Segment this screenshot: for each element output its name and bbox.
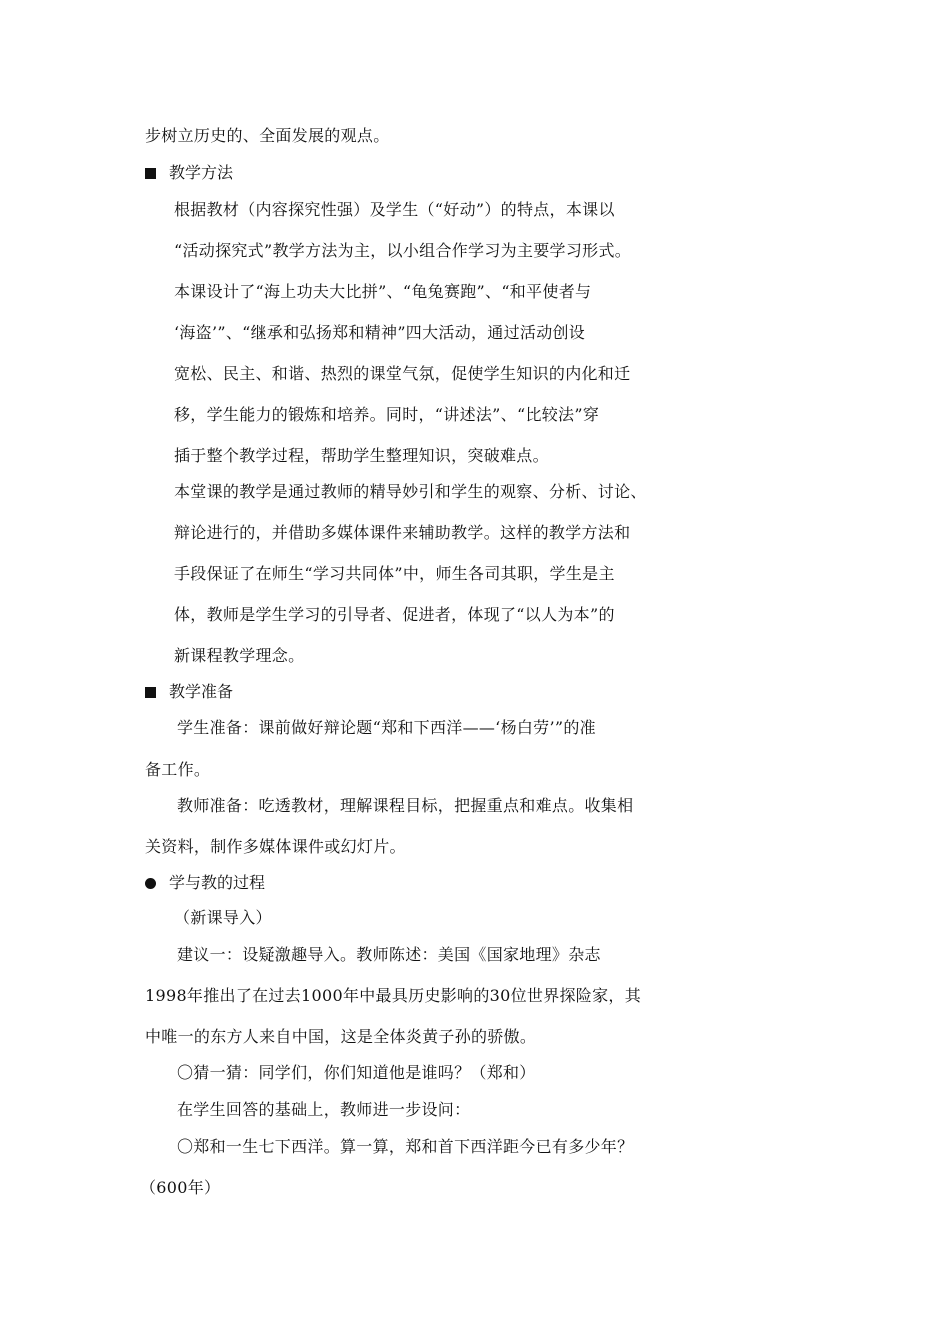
method-line-6: 移，学生能力的锻炼和培养。同时，“讲述法”、“比较法”穿 [174, 405, 600, 424]
method-line-4: ‘海盗’”、“继承和弘扬郑和精神”四大活动，通过活动创设 [174, 323, 586, 342]
method-line-11: 体，教师是学生学习的引导者、促进者，体现了“以人为本”的 [174, 605, 615, 624]
process-sub-heading: （新课导入） [174, 908, 272, 927]
round-bullet-icon [145, 878, 156, 889]
intro-paragraph-end: 步树立历史的、全面发展的观点。 [145, 126, 390, 145]
process-answer-line: （600年） [140, 1178, 221, 1197]
section-heading-process-text: 学与教的过程 [169, 873, 266, 892]
prep-student-line-2: 备工作。 [145, 760, 211, 779]
method-line-10: 手段保证了在师生“学习共同体”中，师生各司其职，学生是主 [174, 564, 615, 583]
method-line-3: 本课设计了“海上功夫大比拼”、“龟兔赛跑”、“和平使者与 [174, 282, 592, 301]
section-heading-prep [145, 682, 233, 702]
process-suggest-line-1: 建议一：设疑激趣导入。教师陈述：美国《国家地理》杂志 [177, 945, 601, 964]
prep-student-line-1: 学生准备：课前做好辩论题“郑和下西洋——‘杨白劳’”的准 [177, 718, 596, 737]
prep-teacher-line-2: 关资料，制作多媒体课件或幻灯片。 [145, 837, 406, 856]
process-calc-line: 〇郑和一生七下西洋。算一算，郑和首下西洋距今已有多少年？ [177, 1137, 634, 1156]
section-heading-method-text: 教学方法 [169, 163, 234, 182]
method-line-7: 插于整个教学过程，帮助学生整理知识，突破难点。 [174, 446, 549, 465]
method-line-8: 本堂课的教学是通过教师的精导妙引和学生的观察、分析、讨论、 [174, 482, 647, 501]
method-line-9: 辩论进行的，并借助多媒体课件来辅助教学。这样的教学方法和 [174, 523, 631, 542]
method-line-5: 宽松、民主、和谐、热烈的课堂气氛，促使学生知识的内化和迁 [174, 364, 631, 383]
section-heading-process [145, 873, 265, 893]
process-followup-line: 在学生回答的基础上，教师进一步设问： [177, 1100, 471, 1119]
section-heading-prep-text: 教学准备 [169, 682, 234, 701]
method-line-12: 新课程教学理念。 [174, 646, 305, 665]
process-suggest-line-2: 1998年推出了在过去1000年中最具历史影响的30位世界探险家，其 [145, 986, 641, 1005]
process-guess-line: 〇猜一猜：同学们，你们知道他是谁吗？（郑和） [177, 1063, 536, 1082]
section-heading-method [145, 163, 233, 183]
method-line-1: 根据教材（内容探究性强）及学生（“好动”）的特点，本课以 [174, 200, 615, 219]
process-suggest-line-3: 中唯一的东方人来自中国，这是全体炎黄子孙的骄傲。 [145, 1027, 537, 1046]
prep-teacher-line-1: 教师准备：吃透教材，理解课程目标，把握重点和难点。收集相 [177, 796, 634, 815]
square-bullet-icon [145, 168, 156, 179]
method-line-2: “活动探究式”教学方法为主，以小组合作学习为主要学习形式。 [174, 241, 632, 260]
square-bullet-icon [145, 687, 156, 698]
